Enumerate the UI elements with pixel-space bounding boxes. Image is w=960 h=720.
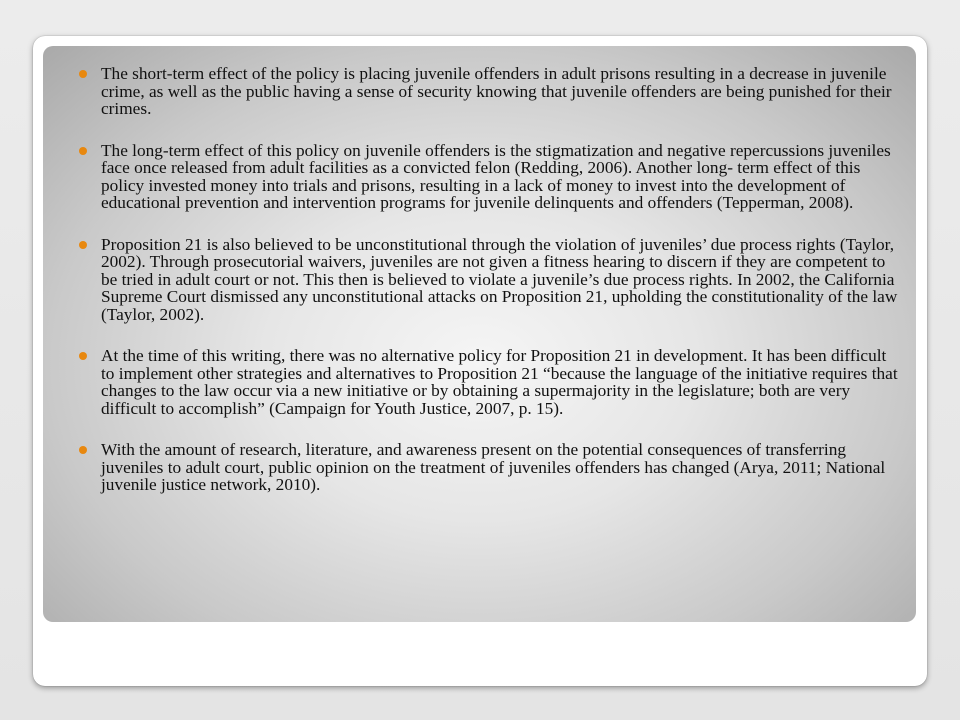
bullet-dot-icon [79, 147, 87, 155]
bullet-text: Proposition 21 is also believed to be unconstitutional through the violation of juveniles’ due process rights (Taylor, 2002). Through prosecutorial waivers, juveniles are not given a fitness hearing to discern if they are competent to be tried in adult court or not. This then is believed to violate a juvenile’s due process rights. In 2002, the California Supreme Court dismissed any unconstitutional attacks on Proposition 21, upholding the constitutionality of the law (Taylor, 2002). [101, 234, 898, 324]
bullet-item-public-opinion [43, 441, 916, 494]
bullet-item-alternative-policy [43, 347, 916, 417]
bullet-text: With the amount of research, literature, and awareness present on the potential consequences of transferring juveniles to adult court, public opinion on the treatment of juveniles offenders has changed (Arya, 2011; National juvenile justice network, 2010). [101, 440, 886, 494]
bullet-dot-icon [79, 446, 87, 454]
bullet-item-long-term-effect [43, 142, 916, 212]
bullet-dot-icon [79, 70, 87, 78]
bullet-list [43, 65, 916, 518]
bullet-dot-icon [79, 241, 87, 249]
bullet-text: At the time of this writing, there was no alternative policy for Proposition 21 in development. It has been difficult to implement other strategies and alternatives to Proposition 21 “because the language of the initiative requires that changes to the law occur via a new initiative or by obtaining a supermajority in the legislature; both are very difficult to accomplish” (Campaign for Youth Justice, 2007, p. 15). [101, 346, 898, 418]
bullet-text: The short-term effect of the policy is placing juvenile offenders in adult prisons resulting in a decrease in juvenile crime, as well as the public having a sense of security knowing that juvenile offenders are being punished for their crimes. [101, 64, 892, 118]
bullet-dot-icon [79, 352, 87, 360]
bullet-item-short-term-effect [43, 65, 916, 118]
bullet-text: The long-term effect of this policy on juvenile offenders is the stigmatization and negative repercussions juveniles face once released from adult facilities as a convicted felon (Redding, 2006). Another long- term effect of this policy invested money into trials and prisons, resulting in a lack of money to invest into the development of educational prevention and intervention programs for juvenile delinquents and offenders (Tepperman, 2008). [101, 140, 891, 212]
content-panel [43, 46, 916, 622]
bullet-item-unconstitutional [43, 236, 916, 324]
